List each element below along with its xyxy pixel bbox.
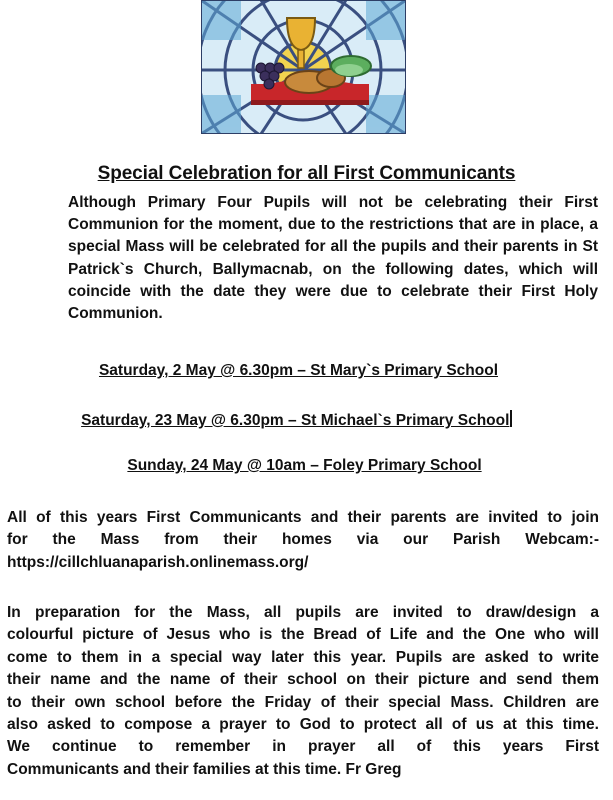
- webcam-url[interactable]: https://cillchluanaparish.onlinemass.org/: [7, 553, 309, 571]
- paragraph-line: We continue to remember in prayer all of this years First: [7, 738, 599, 756]
- preparation-paragraph: [7, 602, 599, 781]
- paragraph-line: come to them in a special way later this year. Pupils are asked to write: [7, 648, 599, 666]
- page-title: Special Celebration for all First Communicants: [97, 163, 516, 184]
- webcam-paragraph: [7, 507, 599, 574]
- paragraph-line: All of this years First Communicants and their parents are invited to join: [7, 509, 599, 526]
- paragraph-line: In preparation for the Mass, all pupils are invited to draw/design a: [7, 604, 599, 621]
- paragraph-line: their name and the name of their school on their picture and send them: [7, 671, 599, 689]
- stained-glass-eucharist-image: [201, 0, 406, 134]
- paragraph-line: also asked to compose a prayer to God to protect all of us at this time.: [7, 716, 599, 734]
- intro-paragraph: Although Primary Four Pupils will not be celebrating their First Communion for the moment, due to the restrictions that are in place, a special Mass will be celebrated for all the pupils and their parents in St Patrick`s Church, Ballymacnab, on the following dates, which will coincide with the date they were due to celebrate their First Holy Communion.: [68, 194, 598, 323]
- paragraph-line: for the Mass from their homes via our Parish Webcam:-: [7, 531, 599, 549]
- paragraph-line: to their own school before the Friday of their special Mass. Children are: [7, 693, 599, 711]
- mass-date-item: Saturday, 2 May @ 6.30pm – St Mary`s Primary School: [98, 362, 499, 379]
- paragraph-line: colourful picture of Jesus who is the Bread of Life and the One who will: [7, 626, 599, 644]
- paragraph-line: Communicants and their families at this time. Fr Greg: [7, 760, 402, 778]
- mass-date-item: [0, 410, 603, 430]
- text-cursor: [510, 410, 512, 427]
- mass-date-text: Saturday, 23 May @ 6.30pm – St Michael`s Primary School: [81, 412, 510, 429]
- mass-date-item: Sunday, 24 May @ 10am – Foley Primary School: [127, 457, 482, 474]
